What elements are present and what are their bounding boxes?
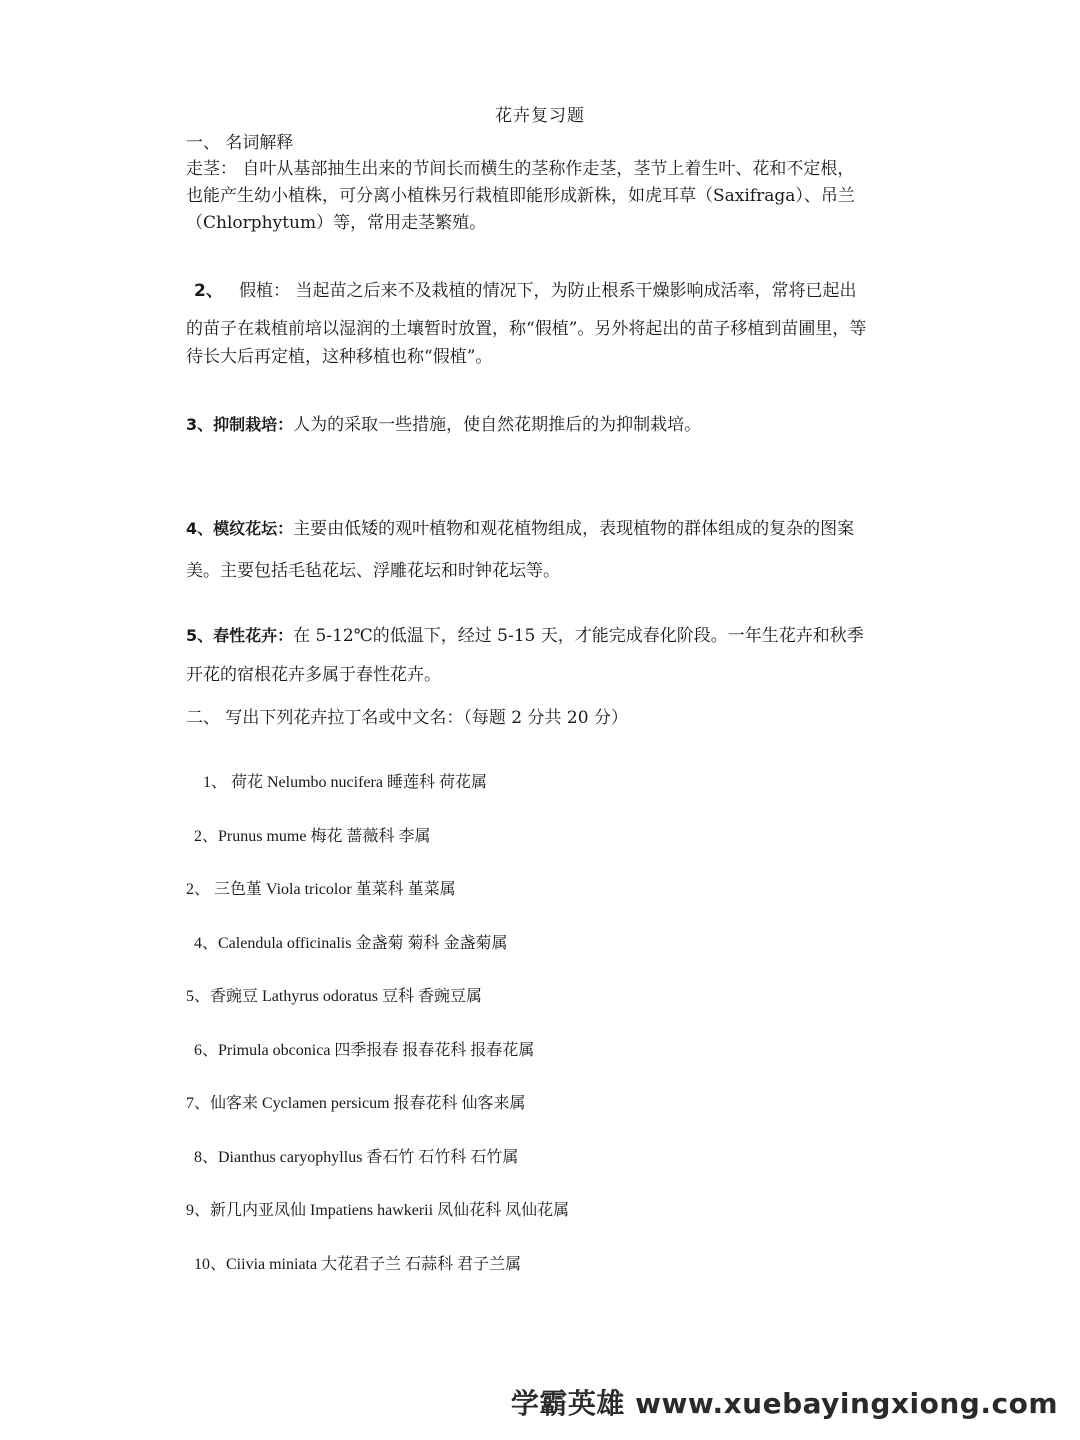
site-watermark: 学霸英雄 www.xuebayingxiong.com bbox=[510, 1387, 1058, 1420]
term3-text: 人为的采取一些措施，使自然花期推后的为抑制栽培。 bbox=[293, 415, 702, 435]
term5-line2: 开花的宿根花卉多属于春性花卉。 bbox=[186, 665, 441, 685]
term2-line1 bbox=[194, 279, 856, 303]
term1-line1: 走茎： 自叶从基部抽生出来的节间长而横生的茎称作走茎，茎节上着生叶、花和不定根， bbox=[186, 159, 855, 179]
list-item-7: 7、仙客来 Cyclamen persicum 报春花科 仙客来属 bbox=[186, 1095, 526, 1112]
list-item-1: 1、 荷花 Nelumbo nucifera 睡莲科 荷花属 bbox=[203, 774, 487, 791]
term5-label: 5、春性花卉： bbox=[186, 626, 294, 645]
list-item-2: 2、Prunus mume 梅花 蔷薇科 李属 bbox=[194, 828, 431, 845]
term2-number: 2、 bbox=[194, 281, 223, 301]
list-item-10: 10、Ciivia miniata 大花君子兰 石蒜科 君子兰属 bbox=[194, 1256, 522, 1273]
page-title: 花卉复习题 bbox=[495, 106, 585, 126]
term1-line3: （Chlorphytum）等，常用走茎繁殖。 bbox=[186, 213, 487, 233]
term4-line1 bbox=[186, 517, 854, 541]
list-item-3: 2、 三色堇 Viola tricolor 堇菜科 堇菜属 bbox=[186, 881, 456, 898]
term3-line1 bbox=[186, 413, 701, 437]
section2-heading: 二、 写出下列花卉拉丁名或中文名：（每题 2 分共 20 分） bbox=[186, 708, 628, 728]
term2-line2: 的苗子在栽植前培以湿润的土壤暂时放置，称“假植”。另外将起出的苗子移植到苗圃里，等 bbox=[186, 319, 867, 339]
list-item-6: 6、Primula obconica 四季报春 报春花科 报春花属 bbox=[194, 1042, 535, 1059]
section1-heading: 一、 名词解释 bbox=[186, 133, 294, 153]
term3-label: 3、抑制栽培： bbox=[186, 415, 294, 434]
term2-text: 假植： 当起苗之后来不及栽植的情况下，为防止根系干燥影响成活率，常将已起出 bbox=[239, 281, 857, 301]
term5-line1 bbox=[186, 624, 864, 648]
list-item-4: 4、Calendula officinalis 金盏菊 菊科 金盏菊属 bbox=[194, 935, 508, 952]
term2-line3: 待长大后再定植，这种移植也称“假植”。 bbox=[186, 347, 493, 367]
term1-line2: 也能产生幼小植株，可分离小植株另行栽植即能形成新株，如虎耳草（Saxifraga）、吊兰 bbox=[186, 186, 855, 206]
term4-label: 4、模纹花坛： bbox=[186, 519, 294, 538]
term4-text: 主要由低矮的观叶植物和观花植物组成，表现植物的群体组成的复杂的图案 bbox=[293, 519, 855, 539]
list-item-9: 9、新几内亚凤仙 Impatiens hawkerii 凤仙花科 凤仙花属 bbox=[186, 1202, 570, 1219]
list-item-5: 5、香豌豆 Lathyrus odoratus 豆科 香豌豆属 bbox=[186, 988, 482, 1005]
term5-text: 在 5-12℃的低温下，经过 5-15 天，才能完成春化阶段。一年生花卉和秋季 bbox=[293, 626, 864, 646]
term4-line2: 美。主要包括毛毡花坛、浮雕花坛和时钟花坛等。 bbox=[186, 561, 560, 581]
list-item-8: 8、Dianthus caryophyllus 香石竹 石竹科 石竹属 bbox=[194, 1149, 519, 1166]
